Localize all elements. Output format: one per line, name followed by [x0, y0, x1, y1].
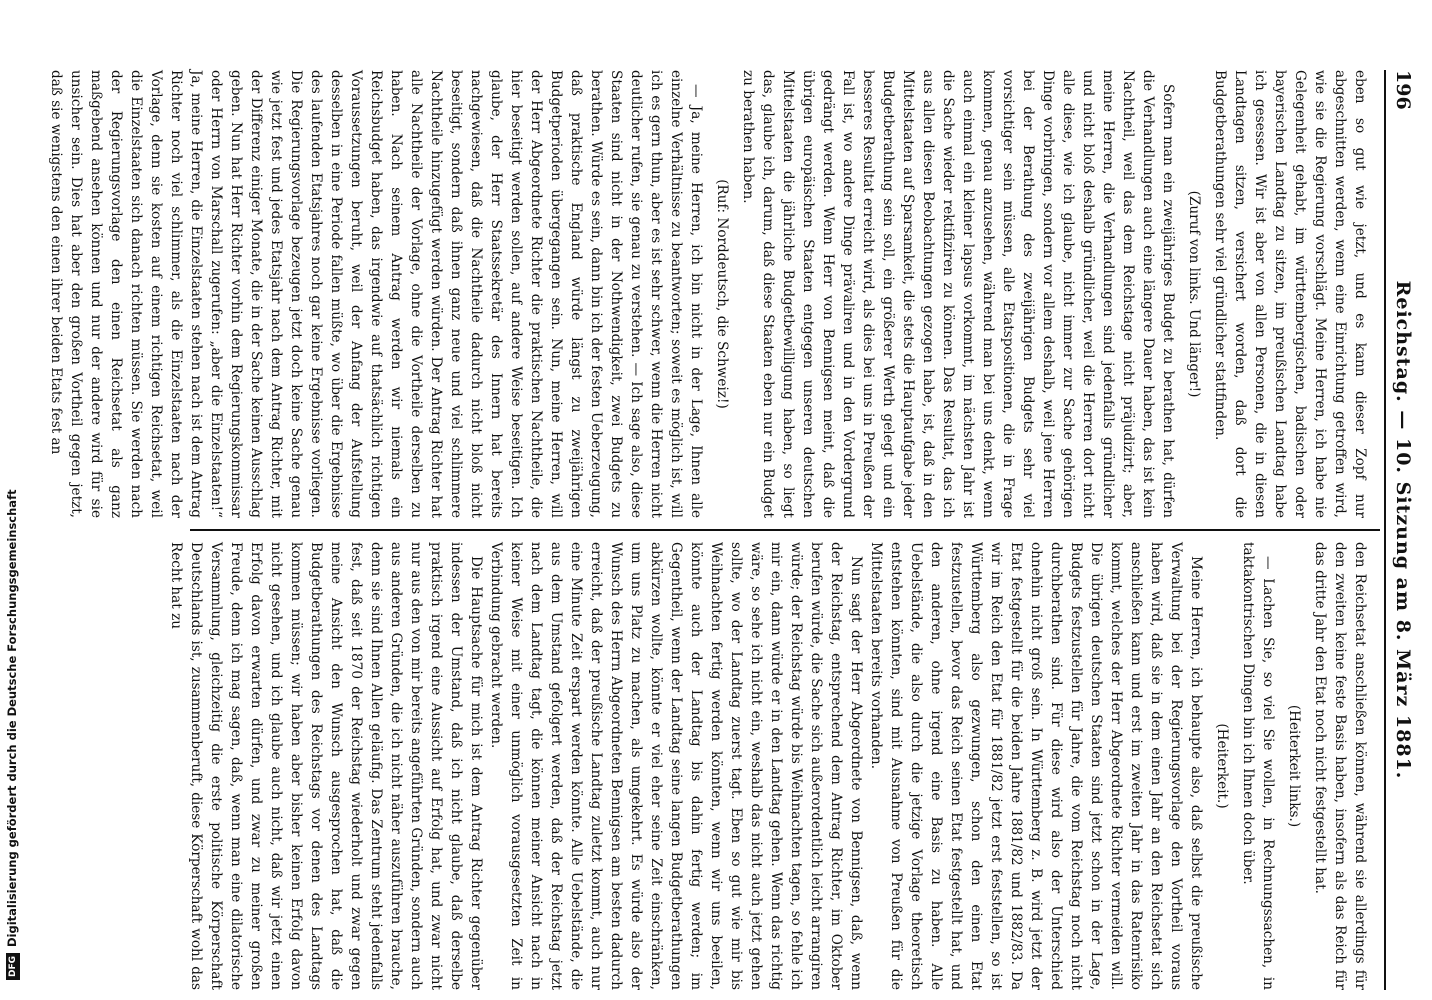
left-column	[48, 70, 1370, 518]
text-columns	[48, 70, 1384, 990]
interjection: (Zuruf von links. Und länger!)	[1186, 190, 1202, 398]
paragraph: — Ja, meine Herren, ich bin nicht in der Lage, Ihnen alle einzelne Verhältnisse zu beantworten; soweit es möglich ist, will ich es gern thun, aber es ist sehr schwer, wenn die Herren nicht deutlicher rufen, sie genau zu verstehen. — Ich sage also, diese Staaten sind nicht in der Nothwendigkeit, zwei Budgets zu berathen. Würde es sein, dann bin ich der festen Ueberzeugung, daß praktische England würde längst zu zweijährigen Budgetperioden übergegangen sein. Nun, meine Herren, will der Herr Abgeordnete Richter die praktischen Nachtheile, die hier beseitigt werden sollen, auf andere Weise beseitigen. Ich glaube, der Herr Staatssekretär des Innern hat bereits nachgewiesen, daß die Nachtheile dadurch nicht bloß nicht beseitigt, sondern daß ihnen ganz neue und viel schlimmere Nachtheile hinzugefügt werden würden. Der Antrag Richter hat alle Nachtheile der Vorlage, ohne die Vortheile derselben zu haben. Nach seinem Antrag werden wir niemals ein Reichsbudget haben, das irgendwie auf thatsächlich richtigen Voraussetzungen beruht, weil der Anfang der Aufstellung desselben in eine Periode fallen müßte, wo über die Ergebnisse des laufenden Etatsjahres noch gar keine Ergebnisse vorliegen. Die Regierungsvorlage bezeugen jetzt doch keine Sache genau wie jetzt fest und jedes Etatsjahr nach dem Antrag Richter, mit der Differenz einiger Monate, die in der Sache keinen Ausschlag geben. Nun hat Herr Richter vorhin dem Regierungskommissar oder Herrn von Marschall zugerufen: „aber die Einzelstaaten!“ Ja, meine Herren, die Einzelstaaten stehen nach ist dem Antrag Richter noch viel schlimmer, als die Einzelstaaten nach der Vorlage, denn sie kosten auf einem richtigen Reichsetat, weil die Einzelstaaten sich danach richten müssen. Sie werden nach der Regierungsvorlage den einen Reichsetat als ganz maßgebend ansehen können und nur der andere wird für sie unsicher sein. Dies hat aber den großen Vortheil gegen jetzt, daß sie wenigstens den einen ihrer beiden Etats fest an	[48, 70, 704, 518]
interjection: (Heiterkeit.)	[1214, 723, 1230, 809]
page-header	[1384, 70, 1420, 990]
interjection: (Heiterkeit links.)	[1286, 704, 1302, 828]
dfg-logo: DFG	[6, 953, 20, 980]
right-column	[168, 542, 1370, 990]
interjection: (Ruf: Norddeutsch, die Schweiz!)	[714, 179, 730, 409]
paragraph: den Reichsetat anschließen können, während sie allerdings für den zweiten keine feste Basis haben, insofern als das Reich für das dritte Jahr den Etat noch nicht festgestellt hat.	[1312, 542, 1368, 990]
paragraph: Nun sagt der Herr Abgeordnete von Bennigsen, daß, wenn der Reichstag, entsprechend dem Antrag Richter, im Oktober berufen würde, die Sache sich außerordentlich leicht arrangiren würde; der Reichstag würde bis Weihnachten tagen, so fehle ich mir ein, dann würde er in den Landtag gehen. Wenn das richtig wäre, so sehe ich nicht ein, weshalb das nicht auch jetzt gehen sollte, wo der Landtag zuerst tagt. Eben so gut wie mir bis Weihnachten fertig werden könnten, wenn wir uns beeilen, könnte auch der Landtag bis dahin fertig werden; im Gegentheil, wenn der Landtag seine langen Budgetberathungen abkürzen wollte, könnte er viel eher seine Zeit einschränken, um uns Platz zu machen, als umgekehrt. Es würde also der Wunsch des Herrn Abgeordneten Bennigsen am besten dadurch erreicht, daß der preußische Landtag zuletzt kommt, auch nur eine Minute Zeit erspart werden könnte. Alle Uebelstände, die aus dem Umstand gefolgert werden, daß der Reichstag jetzt nach dem Landtag tagt, die können meiner Ansicht nach in keiner Weise mit einer unmöglich vorausgesetzten Zeit in Verbindung gebracht werden.	[488, 542, 864, 990]
paragraph: Sofern man ein zweijähriges Budget zu berathen hat, dürfen die Verhandlungen auch eine längere Dauer haben, das ist kein Nachtheil, weil das dem Reichstage nicht präjudizirt; aber, meine Herren, die Verhandlungen sind jedenfalls gründlicher und nicht bloß deshalb gründlicher, weil die Herren dort nicht alle diese, wie ich glaube, nicht immer zur Sache gehörigen Dinge vorbringen, sondern vor allem deshalb, weil jene Herren bei der Berathung des zweijährigen Budgets sehr viel vorsichtiger sein müssen, alle Etatspositionen, die in Frage kommen, genau anzusehen, während man bei uns denkt, wenn auch einmal ein kleiner lapsus vorkommt, im nächsten Jahr ist die Sache wieder rektifiziren zu können. Das Resultat, das ich aus allen diesen Beobachtungen gezogen habe, ist, daß in den Mittelstaaten auf Sparsamkeit, die stets die Hauptaufgabe jeder Budgetberathung sein soll, ein größerer Werth gelegt und ein besseres Resultat erreicht wird, als dies bei uns in Preußen der Fall ist, wo andere Dinge prävaliren und in den Vordergrund gedrängt werden. Wenn Herr von Bennigsen meint, daß die übrigen europäischen Staaten entgegen unseren deutschen Mittelstaaten die jährliche Budgetbewilligung haben, so liegt das, glaube ich, darum, daß diese Staaten eben nur ein Budget zu berathen haben.	[740, 70, 1176, 518]
paragraph: — Lachen Sie, so viel Sie wollen, in Rechnungssachen, in taktakontrischen Dingen bin ich Ihnen doch über.	[1240, 542, 1276, 990]
running-head: Reichstag. — 10. Sitzung am 8. März 1881.	[1392, 280, 1414, 780]
digitization-note: Digitalisierung gefördert durch die Deutsche Forschungsgemeinschaft	[5, 489, 19, 947]
document-page	[48, 60, 1420, 1000]
digitization-footer	[2, 20, 22, 980]
paragraph: eben so gut wie jetzt, und es kann dieser Zopf nur abgeschnitten werden, wenn eine Einrichtung getroffen wird, wie sie die Regierung vorschlägt. Meine Herren, ich habe nie Gelegenheit gehabt, im württembergischen, badischen oder bayerischen Landtag zu sitzen, im preußischen Landtag habe ich gesessen. Wir ist aber von allen Personen, die in diesen Landtagen sitzen, versichert worden, daß dort die Budgetberathungen sehr viel gründlicher stattfinden.	[1212, 70, 1368, 518]
column-divider	[190, 529, 1380, 531]
page-number: 196	[1392, 70, 1414, 110]
paragraph: Die Hauptsache für mich ist dem Antrag Richter gegenüber indessen der Umstand, daß ich nicht glaube, daß derselbe praktisch irgend eine Aussicht auf Erfolg hat, und zwar nicht nur aus den von mir bereits angeführten Gründen, sondern auch aus anderen Gründen, die ich nicht näher auszuführen brauche, denn sie sind Ihnen Allen geläufig. Das Zentrum steht jedenfalls fest, daß seit 1870 der Reichstag wiederholt und zwar gegen meine Ansicht den Wunsch ausgesprochen hat, daß die Budgetberathungen des Reichstags vor denen des Landtags kommen müssen; wir haben aber bisher keinen Erfolg davon nicht gesehen, und ich glaube auch nicht, daß wir jetzt einen Erfolg davon erwarten dürfen, und zwar zu meiner großen Freude, denn ich mag sagen, daß, wenn man eine dilatorische Versammlung, gleichzeitig die erste politische Körperschaft Deutschlands ist, zusammenberuft, diese Körperschaft wohl das Recht hat zu	[168, 542, 484, 990]
paragraph: Meine Herren, ich behaupte also, daß selbst die preußische Verwaltung bei der Regierungsvorlage den Vortheil voraus haben wird, daß sie in dem einen Jahr an den Reichsetat sich anschließen kann und erst im zweiten Jahr in das Ratenrisiko kommt, welches der Herr Abgeordnete Richter vermeiden will. Die übrigen deutschen Staaten sind jetzt schon in der Lage, Budgets festzustellen für Jahre, die vom Reichstag noch nicht durchberathen sind. Für diese wird also der Unterschied ohnehin nicht groß sein. In Württemberg z. B. wird jetzt der Etat festgestellt für die beiden Jahre 1881/82 und 1882/83. Da wir im Reich den Etat für 1881/82 jetzt erst feststellen, so ist Württemberg also gezwungen, schon den einen Etat festzustellen, bevor das Reich seinen Etat festgestellt hat, und den anderen, ohne irgend eine Basis zu haben. Alle Uebelstände, die also durch die jetzige Vorlage theoretisch entstehen könnten, sind mit Ausnahme von Preußen für die Mittelstaaten bereits vorhanden.	[868, 542, 1204, 990]
